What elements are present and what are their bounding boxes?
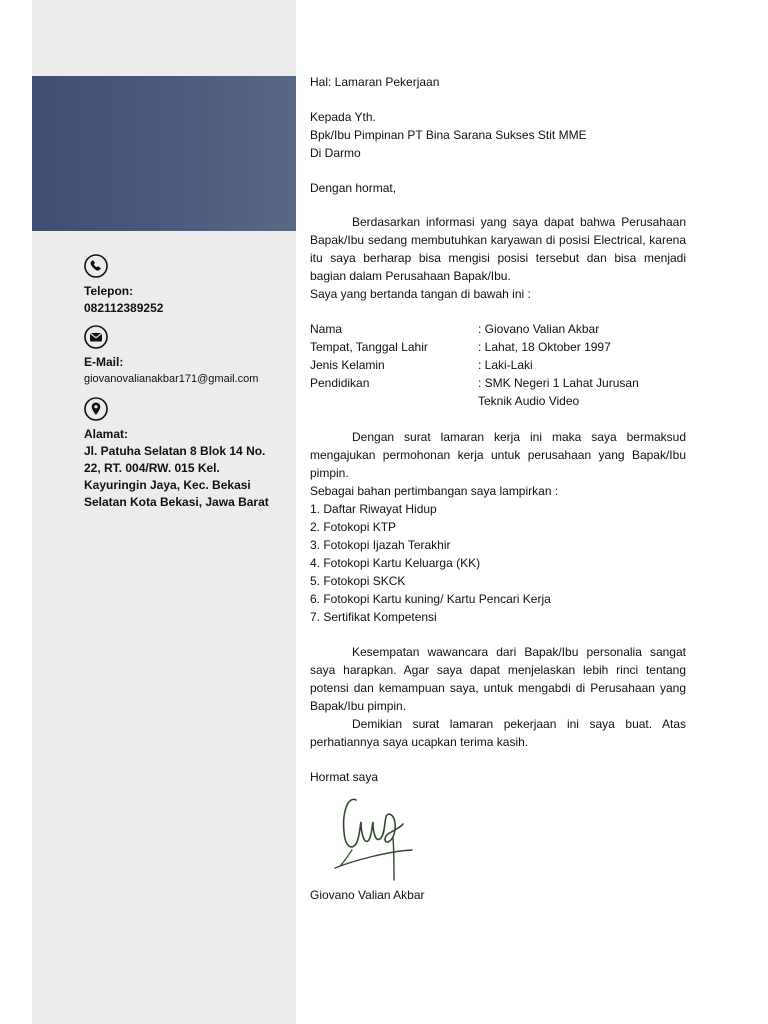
paragraph-1b: Saya yang bertanda tangan di bawah ini :	[310, 287, 531, 301]
email-contact	[84, 325, 289, 388]
list-item: 4. Fotokopi Kartu Keluarga (KK)	[310, 556, 481, 570]
letter-body	[310, 73, 686, 786]
detail-key: Pendidikan	[310, 376, 370, 390]
location-pin-icon	[84, 397, 108, 421]
signature-image	[330, 788, 420, 883]
detail-value: : Laki-Laki	[478, 358, 533, 372]
address-value: Jl. Patuha Selatan 8 Blok 14 No. 22, RT. 004/RW. 015 Kel. Kayuringin Jaya, Kec. Bekasi Selatan Kota Bekasi, Jawa Barat	[84, 444, 269, 509]
detail-value: : SMK Negeri 1 Lahat Jurusan Teknik Audio Video	[478, 376, 639, 408]
signer-block	[310, 886, 686, 904]
closing: Hormat saya	[310, 770, 379, 784]
applicant-details	[310, 320, 686, 410]
list-item: 2. Fotokopi KTP	[310, 520, 397, 534]
signer-name: Giovano Valian Akbar	[310, 888, 425, 902]
list-item: 3. Fotokopi Ijazah Terakhir	[310, 538, 451, 552]
detail-key: Jenis Kelamin	[310, 358, 385, 372]
paragraph-3: Kesempatan wawancara dari Bapak/Ibu personalia sangat saya harapkan. Agar saya dapat menjelaskan lebih rinci tentang potensi dan kemampuan saya, untuk mengabdi di Perusahaan yang Bapak/Ibu pimpin.	[310, 645, 686, 713]
email-value: giovanovalianakbar171@gmail.com	[84, 373, 259, 385]
recipient-line-2: Bpk/Ibu Pimpinan PT Bina Sarana Sukses Stit MME	[310, 128, 587, 142]
detail-value: : Giovano Valian Akbar	[478, 322, 600, 336]
subject-line: Hal: Lamaran Pekerjaan	[310, 75, 440, 89]
attachment-list	[310, 500, 686, 626]
address-label: Alamat:	[84, 427, 129, 441]
header-banner	[32, 76, 296, 231]
detail-key: Nama	[310, 322, 343, 336]
greeting: Dengan hormat,	[310, 181, 397, 195]
envelope-icon	[84, 325, 108, 349]
address-contact	[84, 397, 289, 511]
phone-contact	[84, 254, 289, 317]
detail-row	[310, 320, 686, 338]
list-item: 6. Fotokopi Kartu kuning/ Kartu Pencari Kerja	[310, 592, 551, 606]
phone-icon	[84, 254, 108, 278]
email-label: E-Mail:	[84, 355, 124, 369]
detail-value: : Lahat, 18 Oktober 1997	[478, 340, 611, 354]
recipient-line-1: Kepada Yth.	[310, 110, 376, 124]
detail-row	[310, 338, 686, 356]
list-item: 7. Sertifikat Kompetensi	[310, 610, 437, 624]
detail-row	[310, 374, 686, 410]
recipient-line-3: Di Darmo	[310, 146, 361, 160]
list-item: 1. Daftar Riwayat Hidup	[310, 502, 437, 516]
detail-key: Tempat, Tanggal Lahir	[310, 340, 428, 354]
detail-row	[310, 356, 686, 374]
paragraph-1: Berdasarkan informasi yang saya dapat bahwa Perusahaan Bapak/Ibu sedang membutuhkan karyawan di posisi Electrical, karena itu saya berharap bisa mengisi posisi tersebut dan bisa menjadi bagian dalam Perusahaan Bapak/Ibu.	[310, 215, 686, 283]
paragraph-2: Dengan surat lamaran kerja ini maka saya bermaksud mengajukan permohonan kerja untuk perusahaan yang Bapak/Ibu pimpin.	[310, 430, 686, 480]
paragraph-4: Demikian surat lamaran pekerjaan ini saya buat. Atas perhatiannya saya ucapkan terima kasih.	[310, 717, 686, 749]
phone-label: Telepon:	[84, 284, 134, 298]
paragraph-2b: Sebagai bahan pertimbangan saya lampirkan :	[310, 484, 559, 498]
list-item: 5. Fotokopi SKCK	[310, 574, 406, 588]
phone-value: 082112389252	[84, 301, 164, 315]
